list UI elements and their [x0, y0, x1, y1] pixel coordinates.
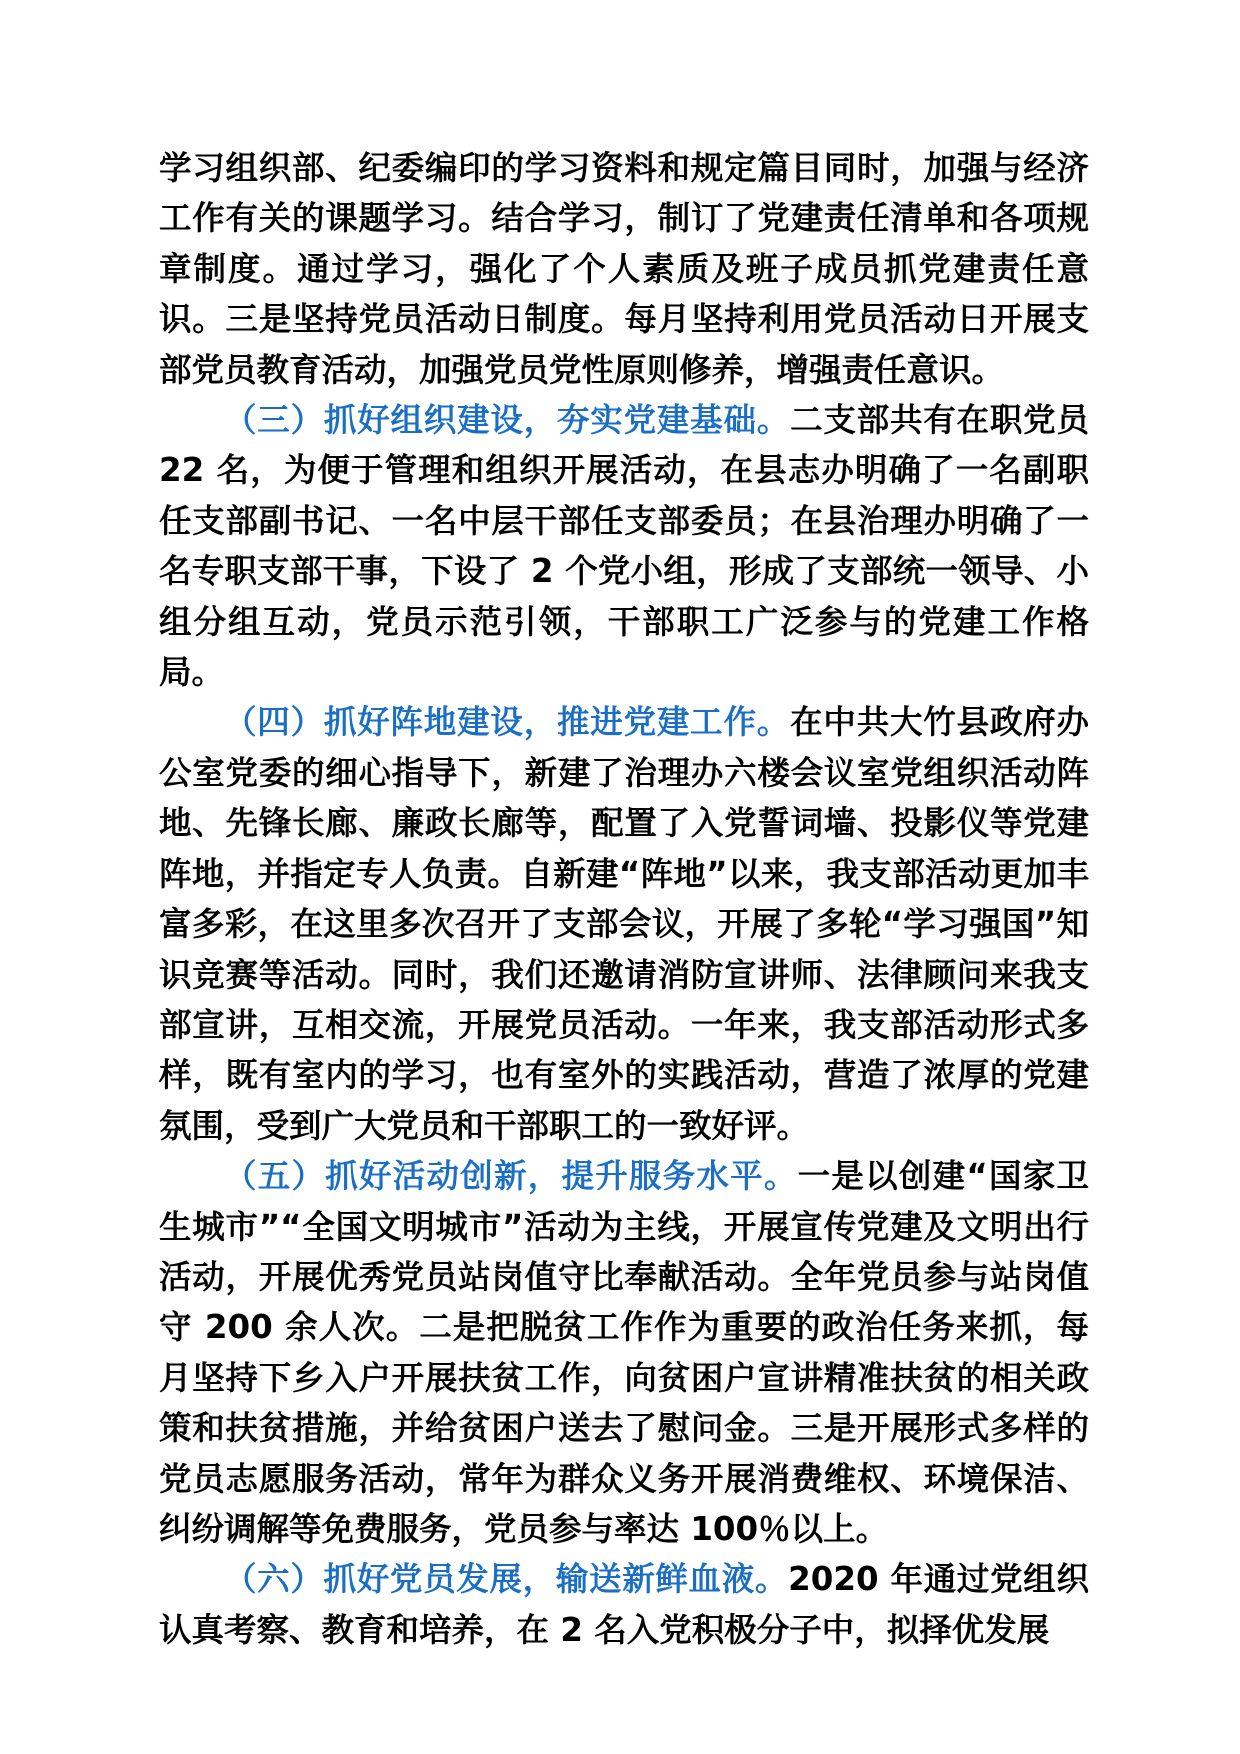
paragraph-study [159, 143, 1089, 395]
section-heading: （三）抓好组织建设，夯实党建基础。 [224, 401, 791, 440]
section-heading: （六）抓好党员发展，输送新鲜血液。 [224, 1560, 789, 1599]
paragraph-body: 学习组织部、纪委编印的学习资料和规定篇目同时，加强与经济工作有关的课题学习。结合学习，制订了党建责任清单和各项规章制度。通过学习，强化了个人素质及班子成员抓党建责任意识。三是坚持党员活动日制度。每月坚持利用党员活动日开展支部党员教育活动，加强党员党性原则修养，增强责任意识。 [159, 149, 1089, 389]
paragraph-body: 2020 年通过党组织认真考察、教育和培养，在 2 名入党积极分子中，拟择优发展 [159, 1560, 1089, 1649]
paragraph-position [159, 697, 1089, 1151]
section-heading: （五）抓好活动创新，提升服务水平。 [224, 1157, 798, 1196]
paragraph-body: 一是以创建“国家卫生城市”“全国文明城市”活动为主线，开展宣传党建及文明出行活动，开展优秀党员站岗值守比奉献活动。全年党员参与站岗值守 200 余人次。二是把脱贫工作作为重要的政治任务来抓，每月坚持下乡入户开展扶贫工作，向贫困户宣讲精准扶贫的相关政策和扶贫措施，并给贫困户送去了慰问金。三是开展形式多样的党员志愿服务活动，常年为群众义务开展消费维权、环境保洁、纠纷调解等免费服务，党员参与率达 100％以上。 [159, 1157, 1089, 1548]
paragraph-innovation [159, 1151, 1089, 1554]
section-heading: （四）抓好阵地建设，推进党建工作。 [224, 703, 791, 742]
paragraph-body: 在中共大竹县政府办公室党委的细心指导下，新建了治理办六楼会议室党组织活动阵地、先锋长廊、廉政长廊等，配置了入党誓词墙、投影仪等党建阵地，并指定专人负责。自新建“阵地”以来，我支部活动更加丰富多彩，在这里多次召开了支部会议，开展了多轮“学习强国”知识竞赛等活动。同时，我们还邀请消防宣讲师、法律顾问来我支部宣讲，互相交流，开展党员活动。一年来，我支部活动形式多样，既有室内的学习，也有室外的实践活动，营造了浓厚的党建氛围，受到广大党员和干部职工的一致好评。 [159, 703, 1089, 1145]
paragraph-body: 二支部共有在职党员 22 名，为便于管理和组织开展活动，在县志办明确了一名副职任支部副书记、一名中层干部任支部委员；在县治理办明确了一名专职支部干事，下设了 2 个党小组，形成了支部统一领导、小组分组互动，党员示范引领，干部职工广泛参与的党建工作格局。 [159, 401, 1089, 692]
paragraph-development [159, 1554, 1089, 1655]
document-page [159, 143, 1089, 1655]
paragraph-organization [159, 395, 1089, 697]
